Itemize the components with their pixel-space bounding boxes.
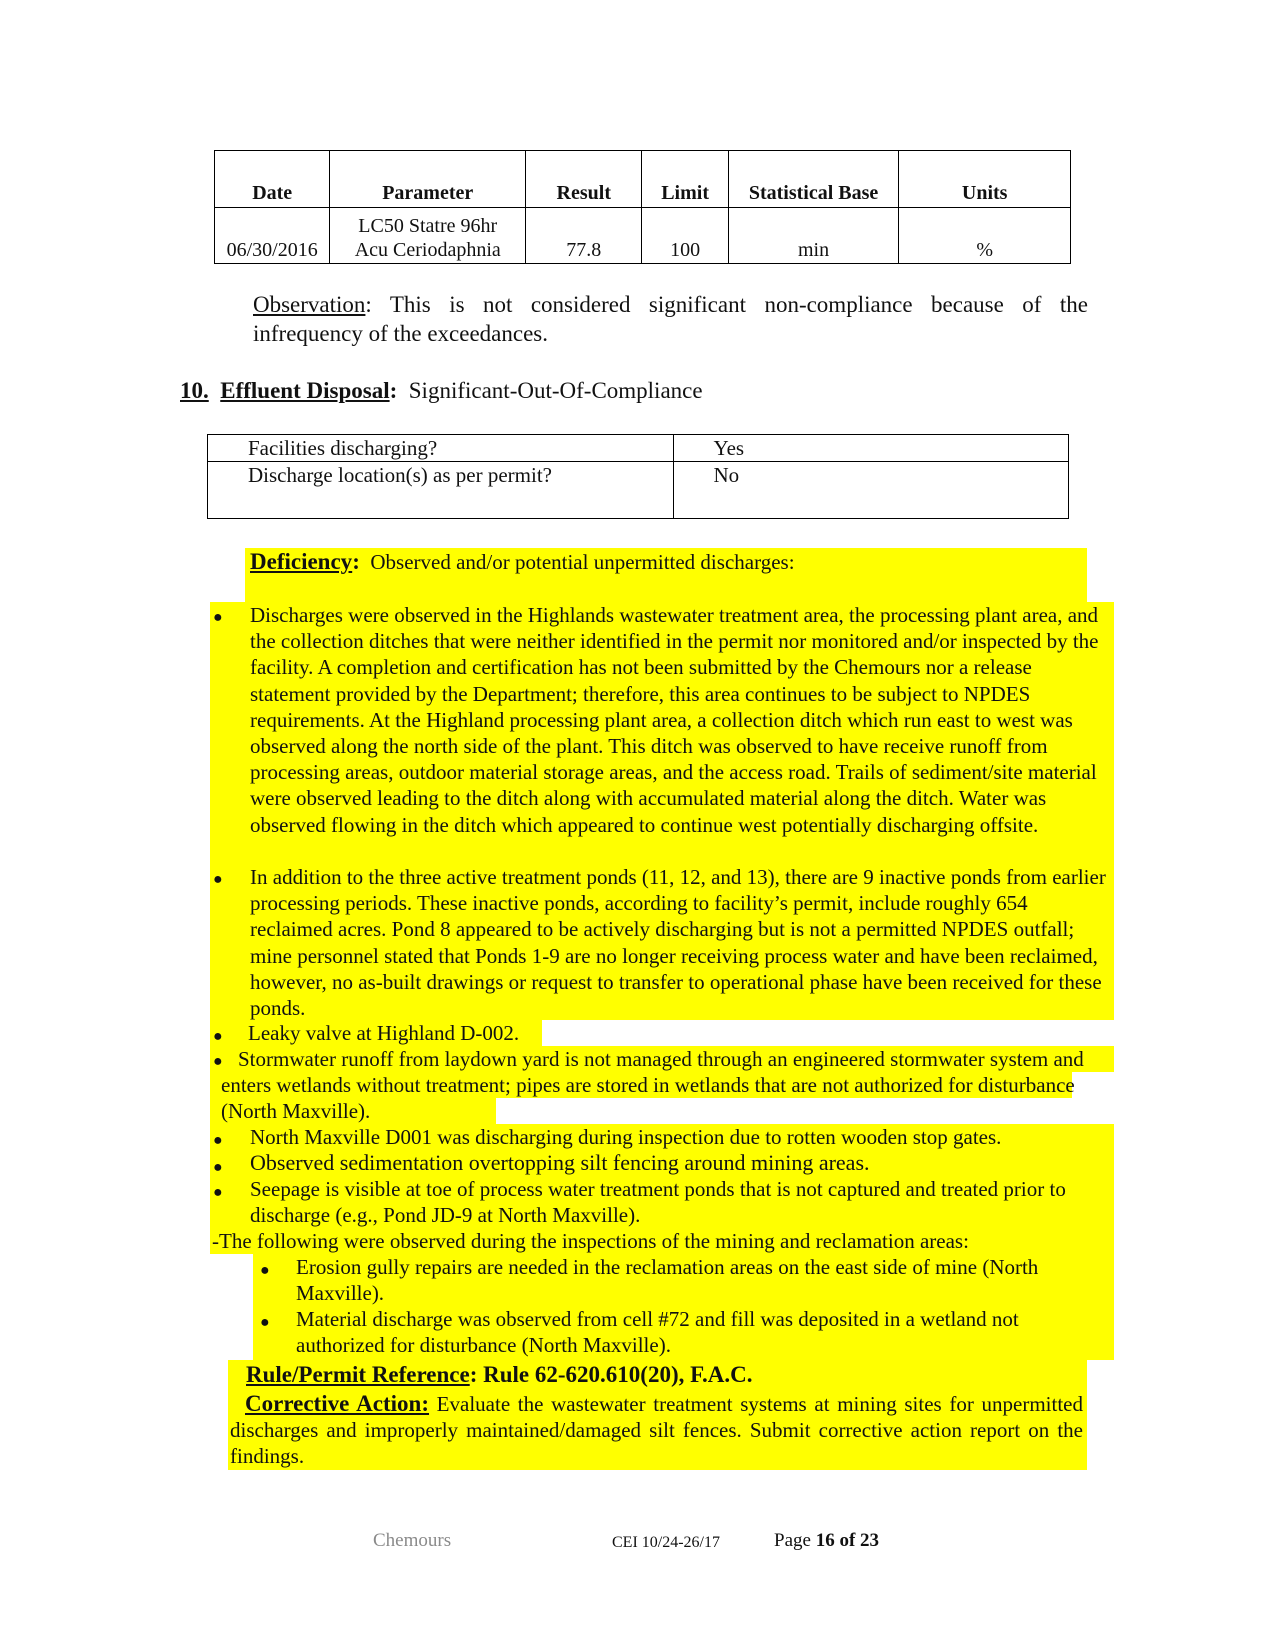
bullet-icon: ● [213,1132,223,1149]
observation-text: : This is not considered significant non-compliance because of the infrequency of the exceedances. [253,292,1088,346]
bullet-icon: ● [213,1028,223,1045]
list-item: Leaky valve at Highland D-002. [248,1021,520,1045]
deficiency-label: Deficiency [250,549,353,574]
header-units: Units [899,151,1071,208]
discharge-location-question: Discharge location(s) as per permit? [208,462,674,519]
bullet-icon: ● [260,1314,270,1331]
bullet-icon: ● [213,1184,223,1201]
rule-reference [246,1362,753,1388]
header-statistical-base: Statistical Base [728,151,899,208]
following-intro: -The following were observed during the inspections of the mining and reclamation areas: [212,1229,969,1253]
cell-date: 06/30/2016 [215,208,330,264]
cell-statistical-base: min [728,208,899,264]
footer-company: Chemours [373,1530,452,1551]
list-item: Observed sedimentation overtopping silt fencing around mining areas. [250,1150,870,1175]
section-title: Effluent Disposal [220,378,390,403]
observation-paragraph [253,290,1088,348]
list-item: North Maxville D001 was discharging during inspection due to rotten wooden stop gates. [250,1125,1002,1149]
table-row [215,208,1071,264]
section-number: 10. [180,378,209,403]
section-status: Significant-Out-Of-Compliance [408,378,703,403]
page-prefix: Page [774,1530,816,1551]
cell-parameter [330,208,526,264]
results-table-header [215,151,1071,208]
deficiency-text: Observed and/or potential unpermitted discharges: [370,550,795,574]
header-date: Date [215,151,330,208]
facilities-table [207,434,1069,519]
list-item: In addition to the three active treatment ponds (11, 12, and 13), there are 9 inactive ponds from earlier processing periods. These inactive ponds, according to facility’s permit, include roughly 654 reclaimed acres. Pond 8 appeared to be actively discharging but is not a permitted NPDES outfall; mine personnel stated that Ponds 1-9 are no longer receiving process water and have been reclaimed, however, no as-built drawings or request to transfer to operational phase have been received for these ponds. [250,865,1106,1021]
discharge-location-answer: No [673,462,1069,519]
bullet-icon: ● [213,871,223,888]
facilities-question: Facilities discharging? [208,435,674,462]
section-heading [180,378,703,404]
corrective-action-label: Corrective Action: [245,1391,430,1416]
page-of: of 23 [834,1530,880,1551]
section-colon: : [389,378,398,403]
list-item: Discharges were observed in the Highlands wastewater treatment area, the processing plant area, and the collection ditches that were neither identified in the permit nor monitored and/or inspected by the facility. A completion and certification has not been submitted by the Chemours nor a release statement provided by the Department; therefore, this area continues to be subject to NPDES requirements. At the Highland processing plant area, a collection ditch which run east to west was observed along the north side of the plant. This ditch was observed to have receive runoff from processing areas, outdoor material storage areas, and the access road. Trails of sediment/site material were observed leading to the ditch along with accumulated material along the ditch. Water was observed flowing in the ditch which appeared to continue west potentially discharging offsite. [250,603,1099,837]
cell-units: % [899,208,1071,264]
bullet-icon: ● [260,1262,270,1279]
footer-cei: CEI 10/24-26/17 [612,1534,720,1551]
parameter-line-2: Acu Ceriodaphnia [354,239,501,261]
cell-result: 77.8 [526,208,642,264]
list-item: Material discharge was observed from cell #72 and fill was deposited in a wetland not authorized for disturbance (North Maxville). [296,1307,1019,1358]
footer-page [774,1530,879,1552]
header-limit: Limit [642,151,728,208]
corrective-action-text: Evaluate the wastewater treatment systems at mining sites for unpermitted discharges and improperly maintained/damaged silt fences. Submit corrective action report on the findings. [230,1392,1083,1468]
cell-limit: 100 [642,208,728,264]
rule-reference-text: : Rule 62-620.610(20), F.A.C. [469,1362,753,1387]
results-table [214,150,1071,264]
parameter-line-1: LC50 Statre 96hr [358,215,498,237]
table-row [208,435,1069,462]
header-result: Result [526,151,642,208]
bullet-icon: ● [213,609,223,626]
list-item: Stormwater runoff from laydown yard is not managed through an engineered stormwater system and enters wetlands without treatment; pipes are stored in wetlands that are not authorized for disturbance (North Maxville). [221,1047,1084,1124]
corrective-action [230,1391,1083,1469]
bullet-icon: ● [213,1159,223,1176]
list-item: Seepage is visible at toe of process water treatment ponds that is not captured and treated prior to discharge (e.g., Pond JD-9 at North Maxville). [250,1177,1066,1228]
list-item: Erosion gully repairs are needed in the reclamation areas on the east side of mine (North Maxville). [296,1255,1039,1306]
bullet-icon: ● [213,1053,223,1070]
rule-reference-label: Rule/Permit Reference [246,1362,470,1387]
facilities-answer: Yes [673,435,1069,462]
page-number: 16 [815,1530,835,1551]
table-row [208,462,1069,519]
observation-label: Observation [253,292,366,317]
deficiency-line [250,549,795,575]
header-parameter: Parameter [330,151,526,208]
deficiency-colon: : [352,549,360,574]
